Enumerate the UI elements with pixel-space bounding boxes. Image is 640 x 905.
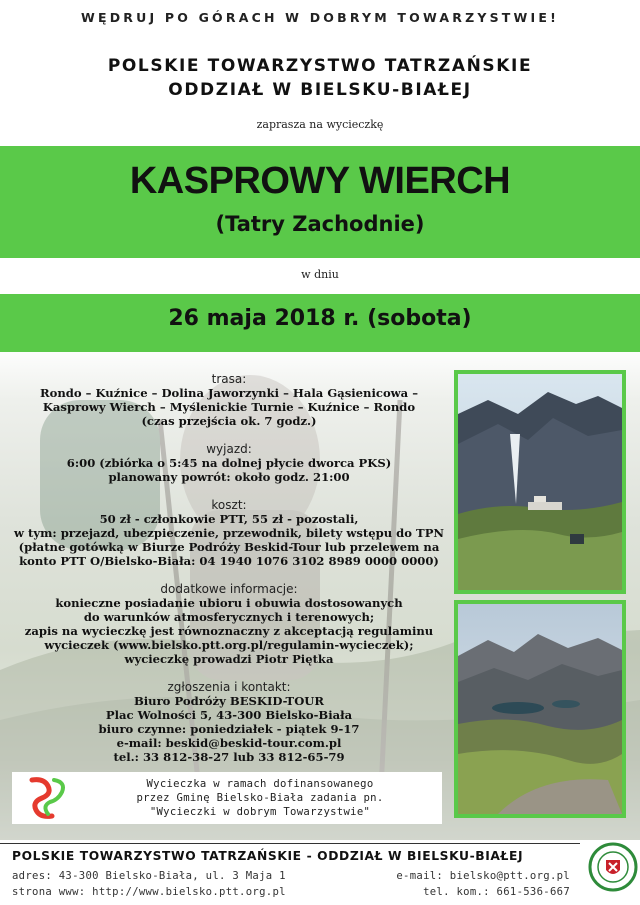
contact-line: tel.: 33 812-38-27 lub 33 812-65-79 [113,750,345,764]
kasprowy-wierch-photo [454,370,626,594]
contact-label: zgłoszenia i kontakt: [167,680,291,694]
contact-section [14,680,444,764]
footer-address: adres: 43-300 Bielsko-Biała, ul. 3 Maja 1 [12,870,286,882]
organization-name [0,54,640,102]
footer-website: strona www: http://www.bielsko.ptt.org.pl [12,886,286,898]
tatra-valley-photo [454,600,626,818]
funding-line: Wycieczka w ramach dofinansowanego [146,778,374,790]
extra-info-line: wycieczkę prowadzi Piotr Piętka [124,652,334,666]
extra-info-section [14,582,444,666]
contact-line: Plac Wolności 5, 43-300 Bielsko-Biała [105,708,353,722]
trip-subtitle: (Tatry Zachodnie) [215,212,425,236]
footer-title: POLSKIE TOWARZYSTWO TATRZAŃSKIE - ODDZIAŁ W BIELSKU-BIAŁEJ [12,849,524,863]
organization-line-1: POLSKIE TOWARZYSTWO TATRZAŃSKIE [107,56,533,76]
trip-date: 26 maja 2018 r. (sobota) [168,306,472,331]
departure-line: planowany powrót: około godz. 21:00 [108,470,350,484]
cost-line: w tym: przejazd, ubezpieczenie, przewodnik, bilety wstępu do TPN [14,526,445,540]
extra-info-label: dodatkowe informacje: [160,582,298,596]
extra-info-line: do warunków atmosferycznych i terenowych; [83,610,375,624]
cost-line: (płatne gotówką w Biurze Podróży Beskid-Tour lub przelewem na [18,540,440,554]
route-line: (czas przejścia ok. 7 godz.) [141,414,317,428]
funding-line: przez Gminę Bielsko-Biała zadania pn. [136,792,384,804]
cost-line: 50 zł - członkowie PTT, 55 zł - pozostali, [99,512,359,526]
ptt-seal-icon [588,842,638,892]
extra-info-line: wycieczek (www.bielsko.ptt.org.pl/regulamin-wycieczek); [44,638,414,652]
invite-text: zaprasza na wycieczkę [256,118,384,131]
cost-line: konto PTT O/Bielsko-Biała: 04 1940 1076 3102 8989 0000 0000) [19,554,439,568]
trip-details [14,372,444,778]
departure-line: 6:00 (zbiórka o 5:45 na dolnej płycie dworca PKS) [66,456,392,470]
on-day-text: w dniu [301,268,339,281]
contact-line: Biuro Podróży BESKID-TOUR [133,694,325,708]
extra-info-line: zapis na wycieczkę jest równoznaczny z akceptacją regulaminu [24,624,434,638]
footer-email: e-mail: bielsko@ptt.org.pl [396,870,570,882]
organization-line-2: ODDZIAŁ W BIELSKU-BIAŁEJ [168,80,472,100]
footer-phone: tel. kom.: 661-536-667 [423,886,570,898]
departure-section [14,442,444,484]
route-label: trasa: [211,372,247,386]
route-section [14,372,444,428]
cost-section [14,498,444,568]
funding-line: "Wycieczki w dobrym Towarzystwie" [149,806,371,818]
trip-title: KASPROWY WIERCH [129,160,511,202]
route-line: Kasprowy Wierch – Myślenickie Turnie – Kuźnice – Rondo [42,400,416,414]
funding-text [80,777,440,819]
footer-divider [0,843,580,844]
motto: WĘDRUJ PO GÓRACH W DOBRYM TOWARZYSTWIE! [80,10,560,25]
contact-line: biuro czynne: poniedziałek - piątek 9-17 [98,722,360,736]
cost-label: koszt: [211,498,247,512]
extra-info-line: konieczne posiadanie ubioru i obuwia dostosowanych [55,596,403,610]
contact-line: e-mail: beskid@beskid-tour.com.pl [116,736,342,750]
departure-label: wyjazd: [206,442,252,456]
route-line: Rondo – Kuźnice – Dolina Jaworzynki – Hala Gąsienicowa – [39,386,419,400]
bielsko-biala-logo-icon [24,776,70,820]
